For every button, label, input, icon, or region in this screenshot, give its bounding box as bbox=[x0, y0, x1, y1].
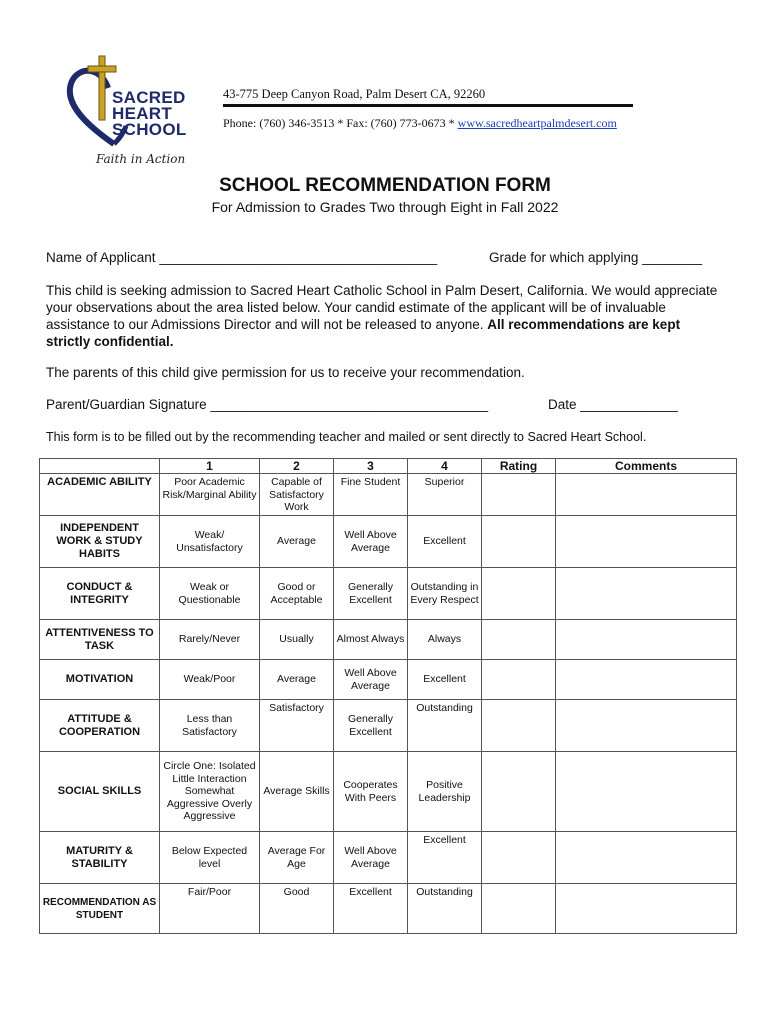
category-cell: RECOMMENDATION AS STUDENT bbox=[40, 884, 160, 934]
comments-input-cell[interactable] bbox=[556, 832, 737, 884]
category-cell: ATTITUDE & COOPERATION bbox=[40, 700, 160, 752]
applicant-name-field[interactable]: Name of Applicant _____________________________________ bbox=[46, 250, 438, 265]
rating-input-cell[interactable] bbox=[482, 568, 556, 620]
option-2-cell: Good or Acceptable bbox=[260, 568, 334, 620]
option-3-cell: Cooperates With Peers bbox=[334, 752, 408, 832]
rating-input-cell[interactable] bbox=[482, 832, 556, 884]
website-link[interactable]: www.sacredheartpalmdesert.com bbox=[457, 116, 617, 130]
permission-text: The parents of this child give permission for us to receive your recommendation. bbox=[46, 365, 525, 380]
form-title: SCHOOL RECOMMENDATION FORM bbox=[219, 175, 551, 196]
header-blank bbox=[40, 459, 160, 474]
category-cell: MOTIVATION bbox=[40, 660, 160, 700]
option-2-cell: Capable of Satisfactory Work bbox=[260, 474, 334, 516]
table-row bbox=[40, 884, 737, 934]
option-3-cell: Well Above Average bbox=[334, 516, 408, 568]
option-3-cell: Well Above Average bbox=[334, 832, 408, 884]
rating-table bbox=[39, 458, 737, 934]
option-2-cell: Average Skills bbox=[260, 752, 334, 832]
rating-input-cell[interactable] bbox=[482, 752, 556, 832]
intro-paragraph bbox=[46, 282, 726, 350]
instruction-text: This form is to be filled out by the recommending teacher and mailed or sent directly to Sacred Heart School. bbox=[46, 430, 647, 444]
logo-line-1: SACRED bbox=[112, 88, 186, 107]
option-4-cell: Always bbox=[408, 620, 482, 660]
option-4-cell: Positive Leadership bbox=[408, 752, 482, 832]
option-1-cell: Weak/ Unsatisfactory bbox=[160, 516, 260, 568]
date-field[interactable]: Date _____________ bbox=[548, 397, 678, 412]
header-col-1: 1 bbox=[160, 459, 260, 474]
category-cell: MATURITY & STABILITY bbox=[40, 832, 160, 884]
signature-field[interactable]: Parent/Guardian Signature _____________________________________ bbox=[46, 397, 489, 412]
option-1-cell: Below Expected level bbox=[160, 832, 260, 884]
comments-input-cell[interactable] bbox=[556, 700, 737, 752]
option-4-cell: Superior bbox=[408, 474, 482, 516]
option-4-cell: Outstanding bbox=[408, 700, 482, 752]
option-1-cell: Poor Academic Risk/Marginal Ability bbox=[160, 474, 260, 516]
option-1-cell: Weak/Poor bbox=[160, 660, 260, 700]
option-3-cell: Excellent bbox=[334, 884, 408, 934]
rating-input-cell[interactable] bbox=[482, 700, 556, 752]
option-4-cell: Excellent bbox=[408, 660, 482, 700]
option-2-cell: Average bbox=[260, 516, 334, 568]
option-2-cell: Average bbox=[260, 660, 334, 700]
school-address: 43-775 Deep Canyon Road, Palm Desert CA, 92260 bbox=[223, 87, 486, 101]
option-4-cell: Excellent bbox=[408, 516, 482, 568]
comments-input-cell[interactable] bbox=[556, 474, 737, 516]
table-row bbox=[40, 516, 737, 568]
option-4-cell: Excellent bbox=[408, 832, 482, 884]
category-cell: SOCIAL SKILLS bbox=[40, 752, 160, 832]
option-2-cell: Good bbox=[260, 884, 334, 934]
option-2-cell: Average For Age bbox=[260, 832, 334, 884]
rating-input-cell[interactable] bbox=[482, 474, 556, 516]
heart-shape bbox=[70, 71, 114, 144]
option-3-cell: Generally Excellent bbox=[334, 568, 408, 620]
logo-line-3: SCHOOL bbox=[112, 120, 187, 139]
logo-tagline: Faith in Action bbox=[96, 152, 186, 166]
table-row bbox=[40, 832, 737, 884]
option-3-cell: Generally Excellent bbox=[334, 700, 408, 752]
category-cell: CONDUCT & INTEGRITY bbox=[40, 568, 160, 620]
table-row bbox=[40, 568, 737, 620]
logo-wordmark bbox=[112, 90, 187, 138]
option-4-cell: Outstanding in Every Respect bbox=[408, 568, 482, 620]
option-1-cell: Weak or Questionable bbox=[160, 568, 260, 620]
comments-input-cell[interactable] bbox=[556, 620, 737, 660]
table-row bbox=[40, 660, 737, 700]
table-header-row bbox=[40, 459, 737, 474]
option-1-cell: Less than Satisfactory bbox=[160, 700, 260, 752]
option-3-cell: Well Above Average bbox=[334, 660, 408, 700]
table-row bbox=[40, 620, 737, 660]
comments-input-cell[interactable] bbox=[556, 516, 737, 568]
option-2-cell: Satisfactory bbox=[260, 700, 334, 752]
contact-line bbox=[223, 116, 617, 131]
comments-input-cell[interactable] bbox=[556, 568, 737, 620]
option-3-cell: Fine Student bbox=[334, 474, 408, 516]
comments-input-cell[interactable] bbox=[556, 752, 737, 832]
table-row bbox=[40, 474, 737, 516]
header-divider bbox=[223, 104, 633, 107]
phone-fax: Phone: (760) 346-3513 * Fax: (760) 773-0673 * bbox=[223, 116, 458, 130]
rating-input-cell[interactable] bbox=[482, 660, 556, 700]
header-comments: Comments bbox=[556, 459, 737, 474]
rating-input-cell[interactable] bbox=[482, 620, 556, 660]
table-row bbox=[40, 700, 737, 752]
header-col-2: 2 bbox=[260, 459, 334, 474]
category-cell: ACADEMIC ABILITY bbox=[40, 474, 160, 516]
option-1-cell: Rarely/Never bbox=[160, 620, 260, 660]
option-3-cell: Almost Always bbox=[334, 620, 408, 660]
table-row bbox=[40, 752, 737, 832]
option-1-cell: Fair/Poor bbox=[160, 884, 260, 934]
header-rating: Rating bbox=[482, 459, 556, 474]
option-2-cell: Usually bbox=[260, 620, 334, 660]
option-1-cell: Circle One: Isolated Little Interaction Somewhat Aggressive Overly Aggressive bbox=[160, 752, 260, 832]
confidential-note: All recommendations are kept strictly confidential. bbox=[46, 317, 681, 349]
category-cell: INDEPENDENT WORK & STUDY HABITS bbox=[40, 516, 160, 568]
comments-input-cell[interactable] bbox=[556, 884, 737, 934]
category-cell: ATTENTIVENESS TO TASK bbox=[40, 620, 160, 660]
logo-line-2: HEART bbox=[112, 104, 173, 123]
header-col-4: 4 bbox=[408, 459, 482, 474]
form-subtitle: For Admission to Grades Two through Eight in Fall 2022 bbox=[211, 199, 559, 215]
grade-field[interactable]: Grade for which applying ________ bbox=[489, 250, 703, 265]
intro-text: This child is seeking admission to Sacred Heart Catholic School in Palm Desert, California. We would appreciate your observations about the area listed below. Your candid estimate of the applicant will be of invaluable assistance to our Admissions Director and will not be released to anyone. bbox=[46, 283, 718, 332]
rating-input-cell[interactable] bbox=[482, 884, 556, 934]
header-col-3: 3 bbox=[334, 459, 408, 474]
rating-input-cell[interactable] bbox=[482, 516, 556, 568]
option-4-cell: Outstanding bbox=[408, 884, 482, 934]
comments-input-cell[interactable] bbox=[556, 660, 737, 700]
